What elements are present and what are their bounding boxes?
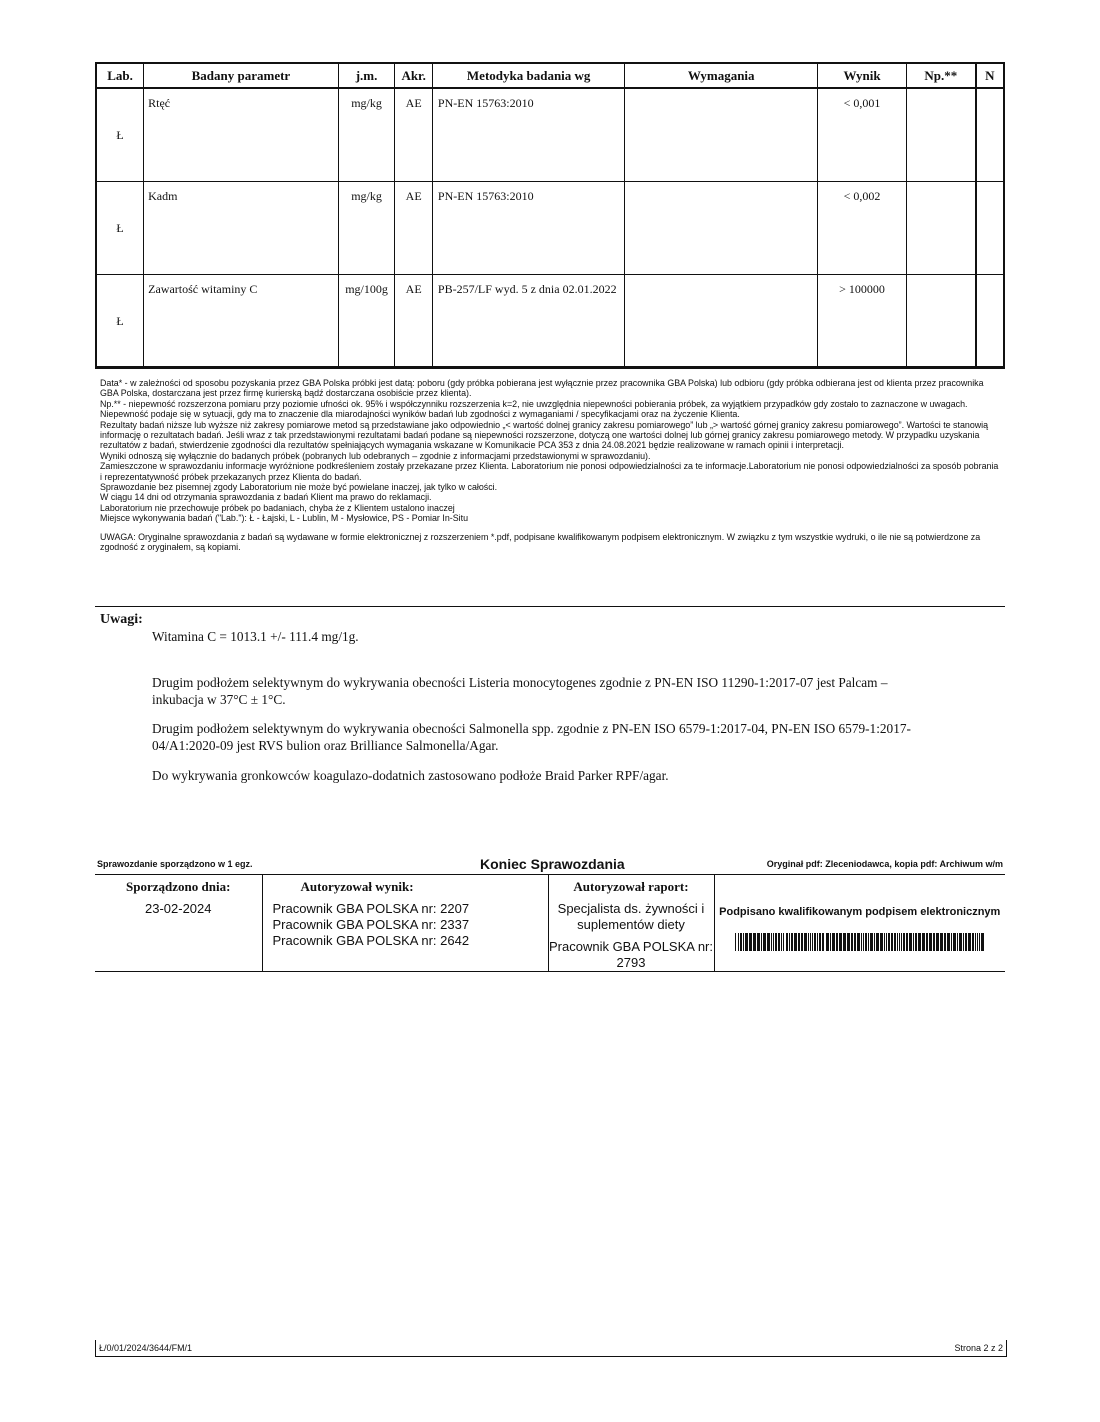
report-role: Specjalista ds. żywności i suplementów diety: [557, 901, 705, 932]
signoff-header: [95, 856, 1005, 874]
report-label: Autoryzował raport:: [573, 879, 689, 894]
remark-item: Drugim podłożem selektywnym do wykrywania obecności Listeria monocytogenes zgodnie z PN-EN ISO 11290-1:2017-07 jest Palcam – inkubacja w 37°C ± 1°C.: [152, 675, 888, 707]
cell-method: PB-257/LF wyd. 5 z dnia 02.01.2022: [432, 275, 625, 369]
note-line: Miejsce wykonywania badań ("Lab."): Ł - Łajski, L - Lublin, M - Mysłowice, PS - Pomiar In-Situ: [100, 513, 469, 524]
header-result: Wynik: [817, 63, 906, 88]
note-line: W ciągu 14 dni od otrzymania sprawozdania z badań Klient ma prawo do reklamacji.: [100, 492, 432, 503]
note-line: Np.** - niepewność rozszerzona pomiaru przy poziomie ufności ok. 95% i współczynniku rozszerzenia k=2, nie uwzględnia niepewności pobierania próbek, za wyjątkiem przypadków gdy zostało to zaznaczone w uwagach.: [100, 398, 968, 409]
signature-text: Podpisano kwalifikowanym podpisem elektronicznym: [719, 906, 1001, 918]
result-authorization-cell: [262, 875, 548, 972]
date-label: Sporządzono dnia:: [126, 879, 231, 894]
cell-accreditation: AE: [395, 88, 432, 182]
header-uncertainty: Np.**: [907, 63, 976, 88]
copies-note: Sprawozdanie sporządzono w 1 egz.: [97, 859, 253, 869]
cell-result: > 100000: [817, 275, 906, 369]
table-header-row: [96, 63, 1004, 88]
table-row: [96, 182, 1004, 275]
cell-lab: Ł: [96, 88, 144, 182]
cell-uncertainty: [907, 88, 976, 182]
notes-block: [100, 378, 1000, 553]
remark-item: Witamina C = 1013.1 +/- 111.4 mg/1g.: [152, 629, 359, 644]
remark-item: Drugim podłożem selektywnym do wykrywania obecności Salmonella spp. zgodnie z PN-EN ISO 6579-1:2017-04, PN-EN ISO 6579-1:2017-04/A1:2020-09 jest RVS bulion oraz Brilliance Salmonella/Agar.: [152, 721, 911, 753]
notes-bottom-rule: [95, 606, 1005, 607]
cell-unit: mg/kg: [338, 182, 395, 275]
header-unit: j.m.: [338, 63, 395, 88]
cell-n: [976, 88, 1004, 182]
result-author: Pracownik GBA POLSKA nr: 2337: [272, 917, 470, 932]
report-date: 23-02-2024: [145, 901, 212, 916]
note-line: Wyniki odnoszą się wyłącznie do badanych próbek (pobranych lub odebranych – zgodnie z informacjami przedstawionymi w sprawozdaniu).: [100, 450, 651, 461]
remarks-title: Uwagi:: [100, 612, 143, 627]
signoff-table: [95, 874, 1005, 972]
signoff-section: [95, 856, 1005, 972]
result-author: Pracownik GBA POLSKA nr: 2642: [272, 933, 470, 948]
cell-accreditation: AE: [395, 275, 432, 369]
report-author: Pracownik GBA POLSKA nr: 2793: [548, 939, 714, 970]
header-requirements: Wymagania: [625, 63, 818, 88]
note-line: Data* - w zależności od sposobu pozyskania przez GBA Polska próbki jest datą: poboru (gdy próbka pobierana jest wyłącznie przez pracownika GBA Polska) lub odbioru (gdy próbka odbierana jest od klienta przez pracownika GBA Polska, dostarczana jest przez firmę kurierską bądź dostarczana osobiście przez klienta).: [100, 378, 984, 399]
date-cell: [95, 875, 262, 972]
barcode-image: [735, 933, 985, 951]
note-line: Laboratorium nie przechowuje próbek po badaniach, chyba że z Klientem ustalono inaczej: [100, 502, 455, 513]
note-line: Rezultaty badań niższe lub wyższe niż zakresy pomiarowe metod są przedstawiane jako odpowiednio „< wartość dolnej granicy zakresu pomiarowego” lub „> wartość górnej granicy zakresu pomiarowego”. Wartości te stanowią informację o rezultatach badań. Jeśli wraz z tak przedstawionymi rezultatami badań podane są niepewności rozszerzone, dotyczą one wartości dolnej lub górnej granicy zakresu pomiarowego metody. W przypadku uzyskania rezultatów z badań, stwierdzenie zgodności dla rezultatów spełniających wymagania wskazane w Komunikacie PCA 353 z dnia 24.08.2021 będzie realizowane w ramach opinii i interpretacji.: [100, 419, 989, 451]
note-line: Sprawozdanie bez pisemnej zgody Laboratorium nie może być powielane inaczej, jak tylko w całości.: [100, 482, 498, 493]
cell-method: PN-EN 15763:2010: [432, 182, 625, 275]
cell-requirements: [625, 275, 818, 369]
page-number: Strona 2 z 2: [954, 1343, 1003, 1353]
result-author: Pracownik GBA POLSKA nr: 2207: [272, 901, 470, 916]
document-id: Ł/0/01/2024/3644/FM/1: [99, 1343, 193, 1353]
cell-unit: mg/kg: [338, 88, 395, 182]
notes-top-rule: [95, 366, 1005, 367]
cell-accreditation: AE: [395, 182, 432, 275]
cell-uncertainty: [907, 275, 976, 369]
table-row: [96, 275, 1004, 369]
cell-uncertainty: [907, 182, 976, 275]
header-accreditation: Akr.: [395, 63, 432, 88]
cell-result: < 0,002: [817, 182, 906, 275]
remark-item: Do wykrywania gronkowców koagulazo-dodatnich zastosowano podłoże Braid Parker RPF/agar.: [152, 768, 669, 783]
report-authorization-cell: [548, 875, 714, 972]
cell-n: [976, 275, 1004, 369]
cell-parameter: Zawartość witaminy C: [144, 275, 339, 369]
note-line: Zamieszczone w sprawozdaniu informacje wyróżnione podkreśleniem zostały przekazane przez Klienta. Laboratorium nie ponosi odpowiedzialności za te informacje.Laboratorium nie ponosi odpowiedzialności za sposób pobrania i reprezentatywność próbek przekazanych przez Klienta do badań.: [100, 461, 999, 482]
results-table: [95, 62, 1005, 369]
cell-requirements: [625, 88, 818, 182]
cell-result: < 0,001: [817, 88, 906, 182]
header-n: N: [976, 63, 1004, 88]
page-footer: [95, 1340, 1007, 1357]
header-parameter: Badany parametr: [144, 63, 339, 88]
cell-unit: mg/100g: [338, 275, 395, 369]
table-row: [96, 88, 1004, 182]
cell-method: PN-EN 15763:2010: [432, 88, 625, 182]
cell-requirements: [625, 182, 818, 275]
cell-parameter: Kadm: [144, 182, 339, 275]
original-note: Oryginał pdf: Zleceniodawca, kopia pdf: Archiwum w/m: [766, 859, 1003, 869]
note-line: Niepewność podaje się w sytuacji, gdy ma to znaczenie dla miarodajności wyników badań lub zgodności z wymaganiami / specyfikacjami oraz na życzenie Klienta.: [100, 409, 740, 420]
signature-cell: [714, 875, 1005, 972]
end-of-report: Koniec Sprawozdania: [480, 856, 625, 872]
result-label: Autoryzował wynik:: [300, 879, 414, 894]
header-lab: Lab.: [96, 63, 144, 88]
warning-note: UWAGA: Oryginalne sprawozdania z badań są wydawane w formie elektronicznej z rozszerzeniem *.pdf, podpisane kwalifikowanym podpisem elektronicznym. W związku z tym wszystkie wydruki, o ile nie są potwierdzone za zgodność z oryginałem, są kopiami.: [100, 531, 981, 553]
cell-lab: Ł: [96, 182, 144, 275]
cell-lab: Ł: [96, 275, 144, 369]
cell-parameter: Rtęć: [144, 88, 339, 182]
cell-n: [976, 182, 1004, 275]
header-method: Metodyka badania wg: [432, 63, 625, 88]
